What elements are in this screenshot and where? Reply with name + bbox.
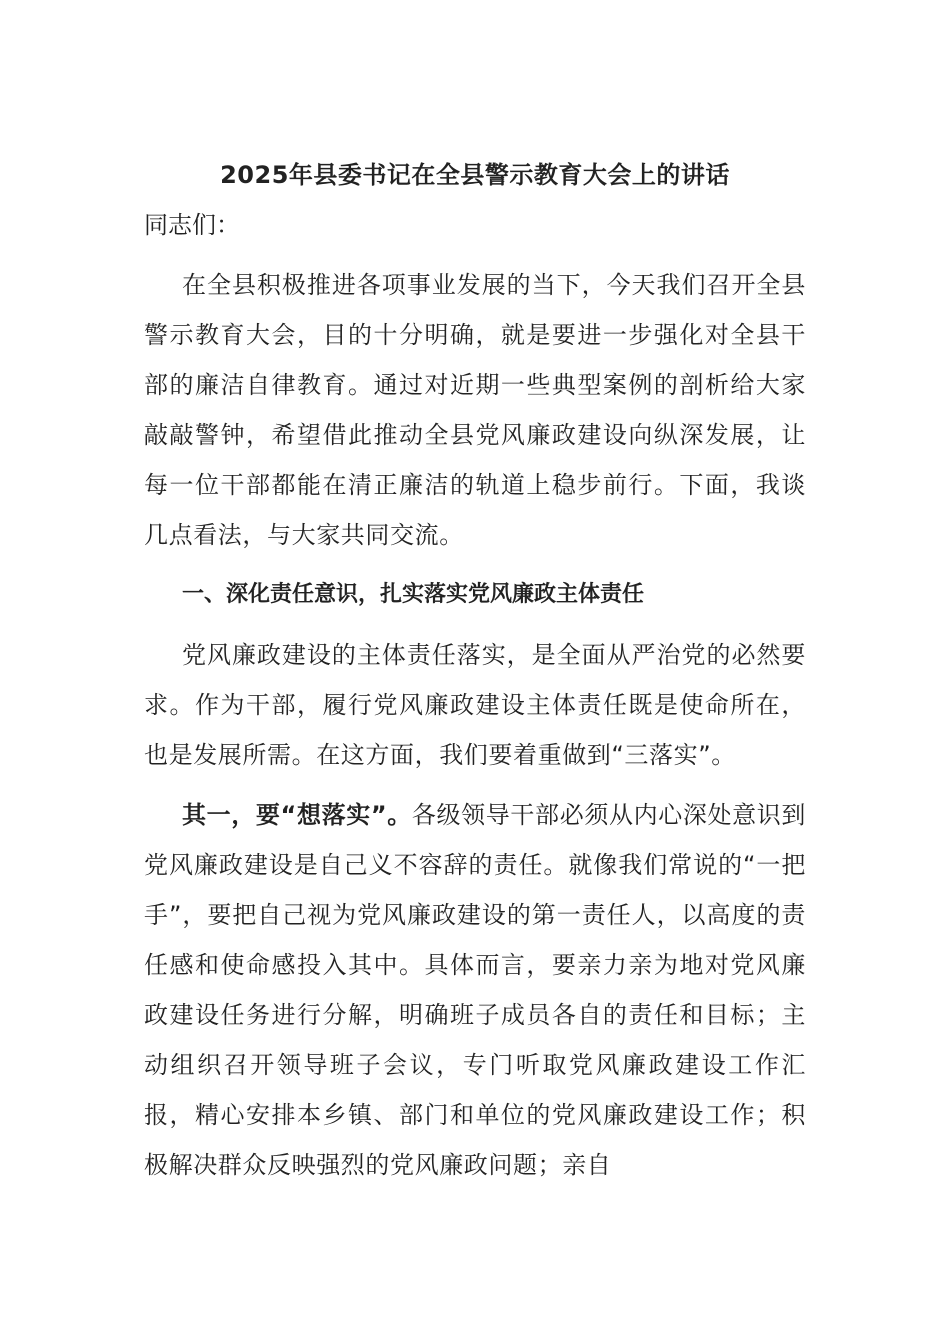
spacer [144, 620, 806, 630]
point-text: 各级领导干部必须从内心深处意识到党风廉政建设是自己义不容辞的责任。就像我们常说的“一把手”，要把自己视为党风廉政建设的第一责任人，以高度的责任感和使命感投入其中。具体而言，要亲力亲为地对党风廉政建设任务进行分解，明确班子成员各自的责任和目标；主动组织召开领导班子会议，专门听取党风廉政建设工作汇报，精心安排本乡镇、部门和单位的党风廉政建设工作；积极解决群众反映强烈的党风廉政问题；亲自 [144, 801, 806, 1179]
section-heading: 一、深化责任意识，扎实落实党风廉政主体责任 [182, 582, 645, 607]
page-title: 2025年县委书记在全县警示教育大会上的讲话 [220, 161, 730, 189]
point-lead: 其一，要“想落实”。 [182, 801, 412, 829]
point-paragraph [144, 790, 806, 1190]
salutation: 同志们： [144, 211, 240, 239]
spacer [144, 560, 806, 570]
spacer [144, 250, 806, 260]
section-paragraph: 党风廉政建设的主体责任落实，是全面从严治党的必然要求。作为干部，履行党风廉政建设主体责任既是使命所在，也是发展所需。在这方面，我们要着重做到“三落实”。 [144, 641, 806, 769]
document-body [144, 150, 806, 1190]
intro-paragraph: 在全县积极推进各项事业发展的当下，今天我们召开全县警示教育大会，目的十分明确，就是要进一步强化对全县干部的廉洁自律教育。通过对近期一些典型案例的剖析给大家敲敲警钟，希望借此推动全县党风廉政建设向纵深发展，让每一位干部都能在清正廉洁的轨道上稳步前行。下面，我谈几点看法，与大家共同交流。 [144, 271, 806, 549]
spacer [144, 780, 806, 790]
